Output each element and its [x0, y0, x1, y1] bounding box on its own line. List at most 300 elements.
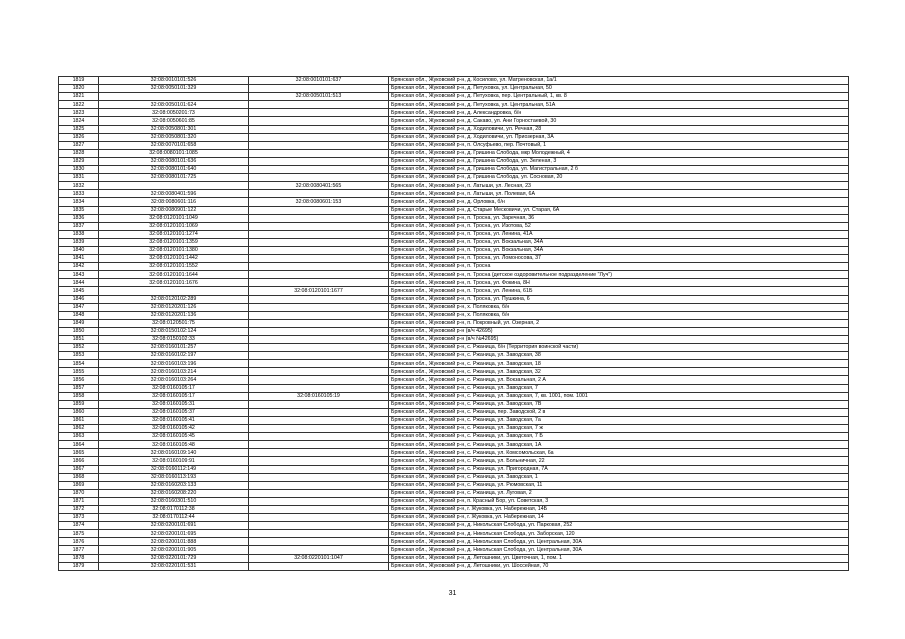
table-row — [59, 538, 849, 546]
row-number-cell: 1866 — [59, 457, 99, 465]
table-row — [59, 319, 849, 327]
address-cell: Брянская обл., Жуковский р-н, п. Тросна, ул. Изотова, 52 — [389, 222, 849, 230]
linked-cadastral-number-cell — [249, 368, 389, 376]
address-cell: Брянская обл., Жуковский р-н, д. Никольская Слобода, ул. Центральная, 30А — [389, 546, 849, 554]
table-row — [59, 433, 849, 441]
register-table-body — [59, 77, 849, 571]
linked-cadastral-number-cell: 32:08:0080401:565 — [249, 182, 389, 190]
address-cell: Брянская обл., Жуковский р-н, с. Ржаница, б/н (Территория воинской части) — [389, 344, 849, 352]
table-row — [59, 125, 849, 133]
cadastral-number-cell: 32:08:0080601:116 — [99, 198, 249, 206]
cadastral-number-cell: 32:08:0160103:264 — [99, 376, 249, 384]
row-number-cell: 1845 — [59, 287, 99, 295]
cadastral-number-cell: 32:08:0220101:531 — [99, 562, 249, 570]
table-row — [59, 214, 849, 222]
table-row — [59, 109, 849, 117]
row-number-cell: 1855 — [59, 368, 99, 376]
linked-cadastral-number-cell — [249, 336, 389, 344]
row-number-cell: 1839 — [59, 238, 99, 246]
page-number: 31 — [448, 590, 457, 597]
cadastral-number-cell: 32:08:0120101:1380 — [99, 246, 249, 254]
table-row — [59, 465, 849, 473]
table-row — [59, 230, 849, 238]
table-row — [59, 408, 849, 416]
address-cell: Брянская обл., Жуковский р-н, п. Тросна, ул. Пушкина, 6 — [389, 295, 849, 303]
cadastral-number-cell: 32:08:0160113:193 — [99, 473, 249, 481]
address-cell: Брянская обл., Жуковский р-н, с. Ржаница, пер. Заводской, 2 в — [389, 408, 849, 416]
table-row — [59, 554, 849, 562]
address-cell: Брянская обл., Жуковский р-н, п. Тросна, ул. Заречная, 36 — [389, 214, 849, 222]
cadastral-number-cell: 32:08:0120102:289 — [99, 295, 249, 303]
row-number-cell: 1867 — [59, 465, 99, 473]
linked-cadastral-number-cell — [249, 441, 389, 449]
cadastral-number-cell: 32:08:0050101:329 — [99, 85, 249, 93]
cadastral-number-cell: 32:08:0160105:31 — [99, 400, 249, 408]
address-cell: Брянская обл., Жуковский р-н, г. Жуковка, ул. Набережная, 14 — [389, 514, 849, 522]
linked-cadastral-number-cell — [249, 174, 389, 182]
linked-cadastral-number-cell — [249, 263, 389, 271]
table-row — [59, 149, 849, 157]
address-cell: Брянская обл., Жуковский р-н, с. Ржаница, ул. Комсомольская, 6а — [389, 449, 849, 457]
address-cell: Брянская обл., Жуковский р-н, п. Латыши, ул. Полевая, 6А — [389, 190, 849, 198]
table-row — [59, 368, 849, 376]
address-cell: Брянская обл., Жуковский р-н, п. Латыши, ул. Лесная, 23 — [389, 182, 849, 190]
row-number-cell: 1865 — [59, 449, 99, 457]
linked-cadastral-number-cell — [249, 408, 389, 416]
address-cell: Брянская обл., Жуковский р-н, с. Ржаница, ул. Заводская, 1А — [389, 441, 849, 449]
address-cell: Брянская обл., Жуковский р-н, д. Никольская Слобода, ул. Парковая, 252 — [389, 522, 849, 530]
address-cell: Брянская обл., Жуковский р-н, с. Ржаница, ул. Заводская, 32 — [389, 368, 849, 376]
row-number-cell: 1836 — [59, 214, 99, 222]
row-number-cell: 1870 — [59, 489, 99, 497]
cadastral-number-cell: 32:08:0050201:73 — [99, 109, 249, 117]
linked-cadastral-number-cell — [249, 344, 389, 352]
linked-cadastral-number-cell — [249, 222, 389, 230]
table-row — [59, 295, 849, 303]
cadastral-number-cell: 32:08:0120101:1552 — [99, 263, 249, 271]
row-number-cell: 1857 — [59, 384, 99, 392]
row-number-cell: 1824 — [59, 117, 99, 125]
address-cell: Брянская обл., Жуковский р-н, с. Ржаница, ул. Заводская, 7а — [389, 416, 849, 424]
table-row — [59, 85, 849, 93]
row-number-cell: 1842 — [59, 263, 99, 271]
table-row — [59, 530, 849, 538]
table-row — [59, 190, 849, 198]
linked-cadastral-number-cell — [249, 449, 389, 457]
linked-cadastral-number-cell — [249, 214, 389, 222]
linked-cadastral-number-cell — [249, 117, 389, 125]
cadastral-number-cell: 32:08:0160103:196 — [99, 360, 249, 368]
address-cell: Брянская обл., Жуковский р-н, п. Покровный, ул. Озерная, 2 — [389, 319, 849, 327]
address-cell: Брянская обл., Жуковский р-н, с. Ржаница, ул. Рюмовская, 11 — [389, 481, 849, 489]
row-number-cell: 1831 — [59, 174, 99, 182]
linked-cadastral-number-cell — [249, 400, 389, 408]
row-number-cell: 1841 — [59, 255, 99, 263]
table-row — [59, 311, 849, 319]
cadastral-number-cell: 32:08:0120101:1274 — [99, 230, 249, 238]
linked-cadastral-number-cell — [249, 246, 389, 254]
address-cell: Брянская обл., Жуковский р-н, д. Петуховка, ул. Центральная, 50 — [389, 85, 849, 93]
cadastral-number-cell: 32:08:0150102:33 — [99, 336, 249, 344]
cadastral-number-cell: 32:08:0120101:1069 — [99, 222, 249, 230]
linked-cadastral-number-cell — [249, 473, 389, 481]
linked-cadastral-number-cell: 32:08:0220101:1047 — [249, 554, 389, 562]
row-number-cell: 1833 — [59, 190, 99, 198]
linked-cadastral-number-cell: 32:08:0160105:19 — [249, 392, 389, 400]
cadastral-number-cell: 32:08:0220101:729 — [99, 554, 249, 562]
cadastral-number-cell: 32:08:0160105:17 — [99, 384, 249, 392]
row-number-cell: 1821 — [59, 93, 99, 101]
linked-cadastral-number-cell — [249, 141, 389, 149]
cadastral-number-cell: 32:08:0170112:38 — [99, 505, 249, 513]
table-row — [59, 238, 849, 246]
table-row — [59, 222, 849, 230]
row-number-cell: 1872 — [59, 505, 99, 513]
row-number-cell: 1873 — [59, 514, 99, 522]
linked-cadastral-number-cell — [249, 238, 389, 246]
address-cell: Брянская обл., Жуковский р-н, х. Поляковка, б/н — [389, 311, 849, 319]
address-cell: Брянская обл., Жуковский р-н, д. Гришина Слобода, ул. Сосновая, 20 — [389, 174, 849, 182]
cadastral-number-cell: 32:08:0120101:1359 — [99, 238, 249, 246]
linked-cadastral-number-cell — [249, 295, 389, 303]
row-number-cell: 1861 — [59, 416, 99, 424]
table-row — [59, 392, 849, 400]
table-row — [59, 376, 849, 384]
row-number-cell: 1852 — [59, 344, 99, 352]
table-row — [59, 255, 849, 263]
table-row — [59, 77, 849, 85]
table-row — [59, 522, 849, 530]
linked-cadastral-number-cell — [249, 166, 389, 174]
cadastral-number-cell: 32:08:0050101:624 — [99, 101, 249, 109]
address-cell: Брянская обл., Жуковский р-н, с. Ржаница, ул. Заводская, 7 ж — [389, 425, 849, 433]
cadastral-number-cell: 32:08:0160105:17 — [99, 392, 249, 400]
cadastral-number-cell: 32:08:0120201:136 — [99, 311, 249, 319]
cadastral-number-cell: 32:08:0120101:1442 — [99, 255, 249, 263]
address-cell: Брянская обл., Жуковский р-н, с. Ржаница, ул. Заводская, 7, кв. 1001, пом. 1001 — [389, 392, 849, 400]
table-row — [59, 344, 849, 352]
table-row — [59, 473, 849, 481]
table-row — [59, 157, 849, 165]
table-row — [59, 489, 849, 497]
address-cell: Брянская обл., Жуковский р-н, с. Ржаница, ул. Заводская, 38 — [389, 352, 849, 360]
row-number-cell: 1843 — [59, 271, 99, 279]
linked-cadastral-number-cell — [249, 255, 389, 263]
address-cell: Брянская обл., Жуковский р-н, с. Ржаница, ул. Луговая, 2 — [389, 489, 849, 497]
linked-cadastral-number-cell — [249, 279, 389, 287]
address-cell: Брянская обл., Жуковский р-н, д. Никольская Слобода, ул. Центральная, 30А — [389, 538, 849, 546]
table-row — [59, 279, 849, 287]
address-cell: Брянская обл., Жуковский р-н, г. Жуковка, ул. Набережная, 14Б — [389, 505, 849, 513]
address-cell: Брянская обл., Жуковский р-н, д. Гришина Слобода, ул. Зеленая, 3 — [389, 157, 849, 165]
row-number-cell: 1834 — [59, 198, 99, 206]
table-row — [59, 263, 849, 271]
row-number-cell: 1877 — [59, 546, 99, 554]
table-row — [59, 246, 849, 254]
row-number-cell: 1840 — [59, 246, 99, 254]
address-cell: Брянская обл., Жуковский р-н, д. Гришина Слобода, ул. Магистральная, 2 б — [389, 166, 849, 174]
linked-cadastral-number-cell: 32:08:0120101:1677 — [249, 287, 389, 295]
address-cell: Брянская обл., Жуковский р-н, д. Летошники, ул. Шоссейная, 70 — [389, 562, 849, 570]
row-number-cell: 1859 — [59, 400, 99, 408]
cadastral-number-cell: 32:08:0120101:1676 — [99, 279, 249, 287]
row-number-cell: 1869 — [59, 481, 99, 489]
address-cell: Брянская обл., Жуковский р-н, с. Ржаница, ул. Пригородная, 7А — [389, 465, 849, 473]
table-row — [59, 546, 849, 554]
cadastral-number-cell: 32:08:0160203:133 — [99, 481, 249, 489]
row-number-cell: 1878 — [59, 554, 99, 562]
address-cell: Брянская обл., Жуковский р-н, с. Ржаница, ул. Заводская, 18 — [389, 360, 849, 368]
row-number-cell: 1846 — [59, 295, 99, 303]
address-cell: Брянская обл., Жуковский р-н, п. Тросна, ул. Вокзальная, 34А — [389, 238, 849, 246]
address-cell: Брянская обл., Жуковский р-н, с. Ржаница, ул. Заводская, 7В — [389, 400, 849, 408]
table-row — [59, 384, 849, 392]
linked-cadastral-number-cell — [249, 109, 389, 117]
linked-cadastral-number-cell: 32:08:0080601:153 — [249, 198, 389, 206]
linked-cadastral-number-cell — [249, 125, 389, 133]
cadastral-number-cell — [99, 287, 249, 295]
linked-cadastral-number-cell — [249, 133, 389, 141]
cadastral-number-cell: 32:08:0200101:905 — [99, 546, 249, 554]
cadastral-number-cell: 32:08:0200101:888 — [99, 538, 249, 546]
cadastral-number-cell: 32:08:0080101:636 — [99, 157, 249, 165]
cadastral-number-cell: 32:08:0160112:149 — [99, 465, 249, 473]
cadastral-number-cell: 32:08:0160301:510 — [99, 497, 249, 505]
cadastral-number-cell: 32:08:0160105:42 — [99, 425, 249, 433]
address-cell: Брянская обл., Жуковский р-н, д. Петуховка, пер. Центральный, 1, кв. 8 — [389, 93, 849, 101]
row-number-cell: 1862 — [59, 425, 99, 433]
table-row — [59, 198, 849, 206]
cadastral-number-cell: 32:08:0070101:658 — [99, 141, 249, 149]
address-cell: Брянская обл., Жуковский р-н, д. Ходиловичи, ул. Приозерная, 3А — [389, 133, 849, 141]
cadastral-number-cell: 32:08:0120201:126 — [99, 303, 249, 311]
linked-cadastral-number-cell — [249, 514, 389, 522]
row-number-cell: 1823 — [59, 109, 99, 117]
linked-cadastral-number-cell — [249, 546, 389, 554]
row-number-cell: 1830 — [59, 166, 99, 174]
linked-cadastral-number-cell — [249, 538, 389, 546]
register-table — [58, 76, 849, 571]
address-cell: Брянская обл., Жуковский р-н, п. Тросна, ул. Фокина, 8Н — [389, 279, 849, 287]
address-cell: Брянская обл., Жуковский р-н, д. Александровка, б/н — [389, 109, 849, 117]
cadastral-number-cell: 32:08:0200101:695 — [99, 530, 249, 538]
table-row — [59, 457, 849, 465]
linked-cadastral-number-cell — [249, 206, 389, 214]
row-number-cell: 1835 — [59, 206, 99, 214]
address-cell: Брянская обл., Жуковский р-н, д. Сакаво, ул. Ани Горностаевой, 30 — [389, 117, 849, 125]
row-number-cell: 1864 — [59, 441, 99, 449]
address-cell: Брянская обл., Жуковский р-н, с. Ржаница, ул. Вокзальная, 2 А — [389, 376, 849, 384]
row-number-cell: 1837 — [59, 222, 99, 230]
cadastral-number-cell — [99, 93, 249, 101]
table-row — [59, 562, 849, 570]
table-row — [59, 425, 849, 433]
address-cell: Брянская обл., Жуковский р-н, п. Тросна — [389, 263, 849, 271]
address-cell: Брянская обл., Жуковский р-н, д. Старые Месковичи, ул. Старая, 6А — [389, 206, 849, 214]
table-row — [59, 206, 849, 214]
linked-cadastral-number-cell — [249, 489, 389, 497]
table-row — [59, 93, 849, 101]
address-cell: Брянская обл., Жуковский р-н, д. Ходиловичи, ул. Речная, 28 — [389, 125, 849, 133]
linked-cadastral-number-cell — [249, 457, 389, 465]
linked-cadastral-number-cell — [249, 157, 389, 165]
linked-cadastral-number-cell — [249, 505, 389, 513]
cadastral-number-cell: 32:08:0160109:140 — [99, 449, 249, 457]
cadastral-number-cell: 32:08:0050801:301 — [99, 125, 249, 133]
row-number-cell: 1876 — [59, 538, 99, 546]
address-cell: Брянская обл., Жуковский р-н, д. Летошники, ул. Цветочная, 1, пом. 1 — [389, 554, 849, 562]
linked-cadastral-number-cell: 32:08:0050101:513 — [249, 93, 389, 101]
cadastral-number-cell: 32:08:0160105:45 — [99, 433, 249, 441]
linked-cadastral-number-cell — [249, 425, 389, 433]
cadastral-number-cell: 32:08:0160105:37 — [99, 408, 249, 416]
address-cell: Брянская обл., Жуковский р-н, п. Красный Бор, ул. Советская, 3 — [389, 497, 849, 505]
table-row — [59, 416, 849, 424]
cadastral-number-cell: 32:08:0150102:124 — [99, 327, 249, 335]
table-row — [59, 287, 849, 295]
row-number-cell: 1856 — [59, 376, 99, 384]
row-number-cell: 1828 — [59, 149, 99, 157]
linked-cadastral-number-cell — [249, 562, 389, 570]
table-row — [59, 133, 849, 141]
table-row — [59, 174, 849, 182]
linked-cadastral-number-cell — [249, 303, 389, 311]
linked-cadastral-number-cell: 32:08:0010101:637 — [249, 77, 389, 85]
row-number-cell: 1868 — [59, 473, 99, 481]
address-cell: Брянская обл., Жуковский р-н, п. Тросна, ул. Ленина, 41А — [389, 230, 849, 238]
row-number-cell: 1874 — [59, 522, 99, 530]
linked-cadastral-number-cell — [249, 481, 389, 489]
linked-cadastral-number-cell — [249, 327, 389, 335]
linked-cadastral-number-cell — [249, 85, 389, 93]
row-number-cell: 1849 — [59, 319, 99, 327]
row-number-cell: 1827 — [59, 141, 99, 149]
cadastral-number-cell: 32:08:0120101:1049 — [99, 214, 249, 222]
row-number-cell: 1829 — [59, 157, 99, 165]
table-row — [59, 336, 849, 344]
cadastral-number-cell: 32:08:0160109:91 — [99, 457, 249, 465]
row-number-cell: 1822 — [59, 101, 99, 109]
address-cell: Брянская обл., Жуковский р-н, д. Косилово, ул. Матреновская, 1а/1 — [389, 77, 849, 85]
address-cell: Брянская обл., Жуковский р-н, с. Ржаница, ул. Заводская, 7 — [389, 384, 849, 392]
linked-cadastral-number-cell — [249, 352, 389, 360]
linked-cadastral-number-cell — [249, 376, 389, 384]
linked-cadastral-number-cell — [249, 271, 389, 279]
address-cell: Брянская обл., Жуковский р-н, с. Ржаница, ул. Заводская, 1 — [389, 473, 849, 481]
linked-cadastral-number-cell — [249, 319, 389, 327]
table-row — [59, 497, 849, 505]
address-cell: Брянская обл., Жуковский р-н, п. Олсуфьево, пер. Почтовый, 1 — [389, 141, 849, 149]
row-number-cell: 1871 — [59, 497, 99, 505]
cadastral-number-cell: 32:08:0050801:320 — [99, 133, 249, 141]
cadastral-number-cell — [99, 182, 249, 190]
table-row — [59, 449, 849, 457]
cadastral-number-cell: 32:08:0200101:691 — [99, 522, 249, 530]
table-row — [59, 514, 849, 522]
row-number-cell: 1875 — [59, 530, 99, 538]
cadastral-number-cell: 32:08:0160103:214 — [99, 368, 249, 376]
table-row — [59, 117, 849, 125]
cadastral-number-cell: 32:08:0160105:48 — [99, 441, 249, 449]
cadastral-number-cell: 32:08:0120101:1644 — [99, 271, 249, 279]
row-number-cell: 1879 — [59, 562, 99, 570]
table-row — [59, 166, 849, 174]
row-number-cell: 1863 — [59, 433, 99, 441]
address-cell: Брянская обл., Жуковский р-н, п. Тросна, ул. Ломоносова, 37 — [389, 255, 849, 263]
row-number-cell: 1838 — [59, 230, 99, 238]
linked-cadastral-number-cell — [249, 497, 389, 505]
linked-cadastral-number-cell — [249, 465, 389, 473]
table-row — [59, 505, 849, 513]
linked-cadastral-number-cell — [249, 360, 389, 368]
cadastral-number-cell: 32:08:0120501:75 — [99, 319, 249, 327]
address-cell: Брянская обл., Жуковский р-н, п. Тросна, ул. Ленина, 61Б — [389, 287, 849, 295]
row-number-cell: 1850 — [59, 327, 99, 335]
cadastral-number-cell: 32:08:0080101:725 — [99, 174, 249, 182]
row-number-cell: 1854 — [59, 360, 99, 368]
linked-cadastral-number-cell — [249, 416, 389, 424]
cadastral-number-cell: 32:08:0160101:257 — [99, 344, 249, 352]
table-row — [59, 441, 849, 449]
cadastral-number-cell: 32:08:0010101:526 — [99, 77, 249, 85]
cadastral-number-cell: 32:08:0160208:220 — [99, 489, 249, 497]
row-number-cell: 1847 — [59, 303, 99, 311]
address-cell: Брянская обл., Жуковский р-н, п. Тросна, ул. Вокзальная, 34А — [389, 246, 849, 254]
linked-cadastral-number-cell — [249, 311, 389, 319]
linked-cadastral-number-cell — [249, 149, 389, 157]
row-number-cell: 1825 — [59, 125, 99, 133]
table-row — [59, 303, 849, 311]
address-cell: Брянская обл., Жуковский р-н (в/ч 42695) — [389, 327, 849, 335]
row-number-cell: 1819 — [59, 77, 99, 85]
row-number-cell: 1820 — [59, 85, 99, 93]
cadastral-number-cell: 32:08:0080401:596 — [99, 190, 249, 198]
address-cell: Брянская обл., Жуковский р-н, х. Поляковка, б/н — [389, 303, 849, 311]
linked-cadastral-number-cell — [249, 433, 389, 441]
row-number-cell: 1844 — [59, 279, 99, 287]
cadastral-number-cell: 32:08:0080901:122 — [99, 206, 249, 214]
table-row — [59, 141, 849, 149]
table-row — [59, 352, 849, 360]
address-cell: Брянская обл., Жуковский р-н, д. Никольская Слобода, ул. Заборская, 120 — [389, 530, 849, 538]
table-row — [59, 327, 849, 335]
row-number-cell: 1848 — [59, 311, 99, 319]
address-cell: Брянская обл., Жуковский р-н, д. Гришина Слобода, мкр Молодежный, 4 — [389, 149, 849, 157]
cadastral-number-cell: 32:08:0050601:85 — [99, 117, 249, 125]
row-number-cell: 1858 — [59, 392, 99, 400]
row-number-cell: 1853 — [59, 352, 99, 360]
address-cell: Брянская обл., Жуковский р-н, д. Орловка, б/н — [389, 198, 849, 206]
linked-cadastral-number-cell — [249, 384, 389, 392]
cadastral-number-cell: 32:08:0160102:197 — [99, 352, 249, 360]
table-row — [59, 481, 849, 489]
address-cell: Брянская обл., Жуковский р-н, п. Тросна (детское оздоровительное подразделение "Луч") — [389, 271, 849, 279]
row-number-cell: 1860 — [59, 408, 99, 416]
table-row — [59, 271, 849, 279]
table-row — [59, 400, 849, 408]
table-row — [59, 101, 849, 109]
linked-cadastral-number-cell — [249, 522, 389, 530]
linked-cadastral-number-cell — [249, 230, 389, 238]
address-cell: Брянская обл., Жуковский р-н, с. Ржаница, ул. Заводская, 7 Б — [389, 433, 849, 441]
linked-cadastral-number-cell — [249, 530, 389, 538]
row-number-cell: 1832 — [59, 182, 99, 190]
table-row — [59, 360, 849, 368]
cadastral-number-cell: 32:08:0080101:640 — [99, 166, 249, 174]
linked-cadastral-number-cell — [249, 101, 389, 109]
address-cell: Брянская обл., Жуковский р-н, с. Ржаница, ул. Больничная, 22 — [389, 457, 849, 465]
table-row — [59, 182, 849, 190]
